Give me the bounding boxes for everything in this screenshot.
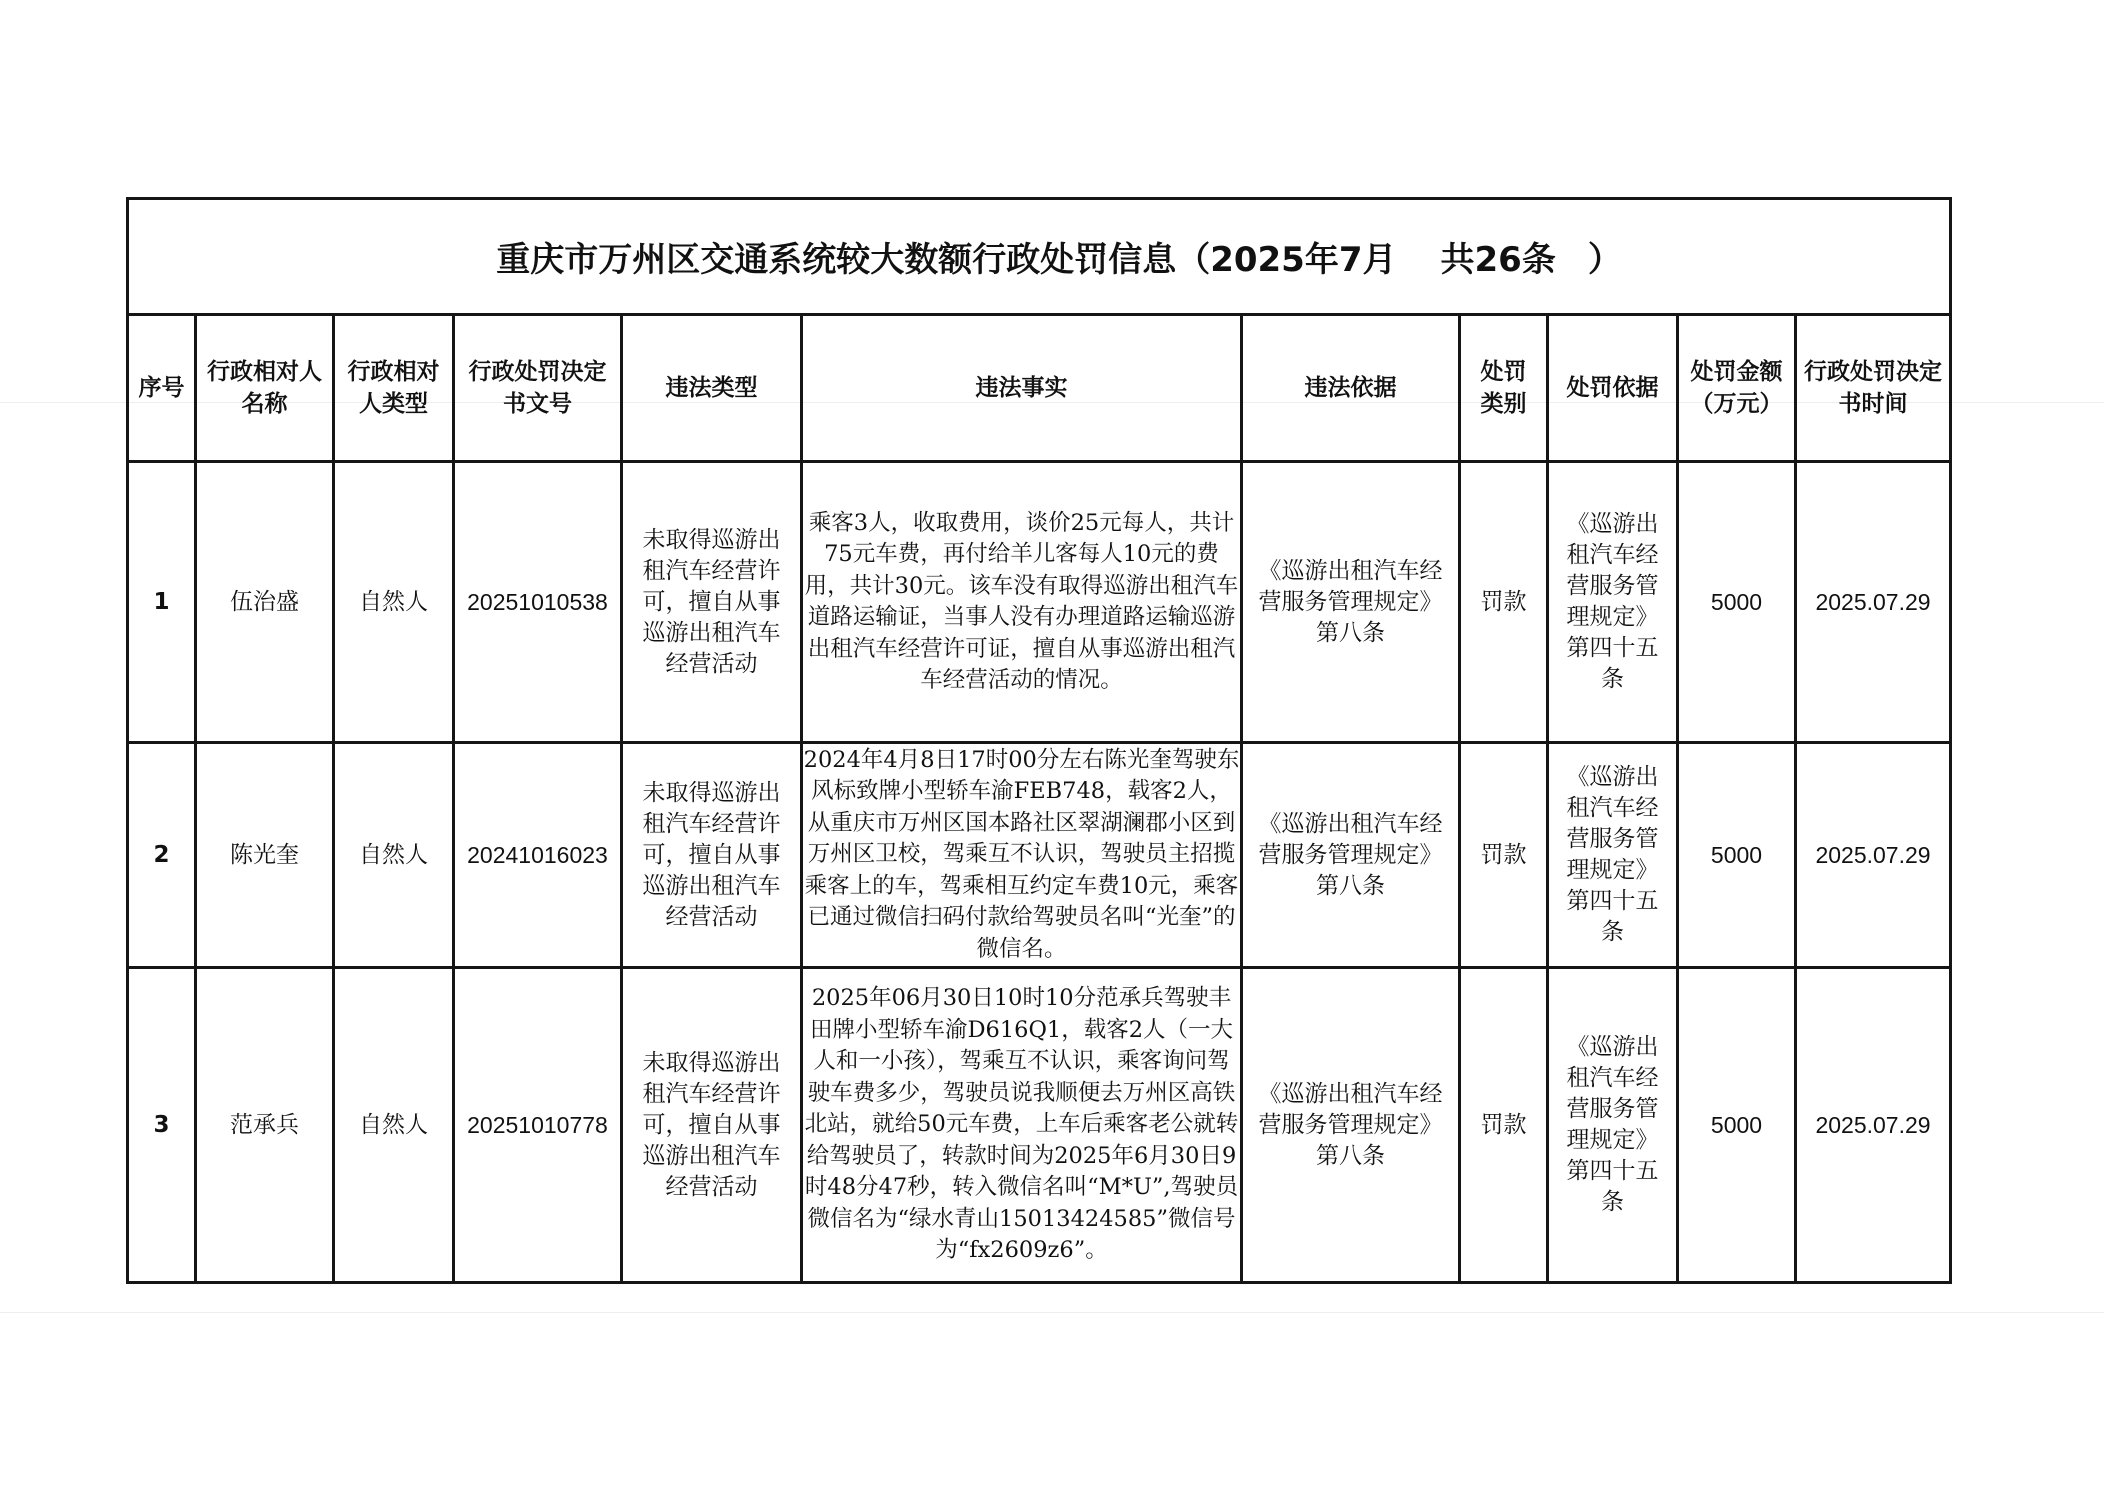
penalty-info-document [126,197,1949,1293]
cell-party-name: 伍治盛 [196,462,334,743]
cell-violation-type [622,968,802,1283]
cell-penalty-basis [1548,743,1678,968]
cell-violation-basis [1242,968,1460,1283]
cell-violation-type [622,462,802,743]
cell-violation-type-text: 未取得巡游出租汽车经营许可，擅自从事巡游出租汽车经营活动 [642,1049,781,1200]
cell-penalty-basis-text: 《巡游出租汽车经营服务管理规定》第四十五条 [1566,764,1659,945]
penalty-info-table [126,197,1952,1284]
header-decision-date [1796,315,1951,462]
cell-doc-no: 20251010778 [454,968,622,1283]
cell-violation-basis [1242,743,1460,968]
cell-party-type: 自然人 [334,968,454,1283]
table-row [128,968,1951,1283]
cell-amount: 5000 [1678,462,1796,743]
cell-penalty-category: 罚款 [1460,968,1548,1283]
cell-party-type: 自然人 [334,462,454,743]
cell-facts: 乘客3人，收取费用，谈价25元每人，共计75元车费，再付给羊儿客每人10元的费用，共计30元。该车没有取得巡游出租汽车道路运输证，当事人没有办理道路运输巡游出租汽车经营许可证，擅自从事巡游出租汽车经营活动的情况。 [802,462,1242,743]
header-violation-basis: 违法依据 [1242,315,1460,462]
table-row [128,462,1951,743]
header-doc-no [454,315,622,462]
cell-violation-basis [1242,462,1460,743]
header-facts: 违法事实 [802,315,1242,462]
cell-penalty-category: 罚款 [1460,462,1548,743]
cell-doc-no: 20241016023 [454,743,622,968]
cell-facts: 2024年4月8日17时00分左右陈光奎驾驶东风标致牌小型轿车渝FEB748，载客2人，从重庆市万州区国本路社区翠湖澜郡小区到万州区卫校，驾乘互不认识，驾驶员主招揽乘客上的车，驾乘相互约定车费10元，乘客已通过微信扫码付款给驾驶员名叫“光奎”的微信名。 [802,743,1242,968]
header-party-name [196,315,334,462]
cell-seq: 1 [128,462,196,743]
header-doc-no-text: 行政处罚决定书文号 [468,359,607,417]
cell-penalty-basis [1548,462,1678,743]
cell-seq: 2 [128,743,196,968]
cell-seq: 3 [128,968,196,1283]
cell-penalty-basis [1548,968,1678,1283]
header-seq: 序号 [128,315,196,462]
cell-violation-type [622,743,802,968]
cell-decision-date: 2025.07.29 [1796,968,1951,1283]
title-count: 共26条 [1440,240,1556,280]
header-party-type [334,315,454,462]
title-close-paren: ） [1587,240,1622,280]
cell-penalty-category: 罚款 [1460,743,1548,968]
header-penalty-category-text: 处罚类别 [1480,359,1527,417]
cell-facts: 2025年06月30日10时10分范承兵驾驶丰田牌小型轿车渝D616Q1，载客2人（一大人和一小孩），驾乘互不认识，乘客询问驾驶车费多少，驾驶员说我顺便去万州区高铁北站，就给50元车费，上车后乘客老公就转给驾驶员了，转款时间为2025年6月30日9时48分47秒，转入微信名叫“M*U”,驾驶员微信名为“绿水青山15013424585”微信号为“fx2609z6”。 [802,968,1242,1283]
header-amount-text: 处罚金额（万元） [1690,359,1783,417]
cell-violation-type-text: 未取得巡游出租汽车经营许可，擅自从事巡游出租汽车经营活动 [642,526,781,677]
table-row [128,743,1951,968]
header-row [128,315,1951,462]
cell-amount: 5000 [1678,743,1796,968]
cell-decision-date: 2025.07.29 [1796,462,1951,743]
scan-artifact-line [0,1312,2104,1313]
header-decision-date-text: 行政处罚决定书时间 [1804,359,1943,417]
cell-doc-no: 20251010538 [454,462,622,743]
cell-party-type: 自然人 [334,743,454,968]
header-penalty-category [1460,315,1548,462]
cell-violation-type-text: 未取得巡游出租汽车经营许可，擅自从事巡游出租汽车经营活动 [642,779,781,930]
header-party-type-text: 行政相对人类型 [347,359,440,417]
cell-violation-basis-text: 《巡游出租汽车经营服务管理规定》第八条 [1258,810,1443,899]
cell-party-name: 陈光奎 [196,743,334,968]
title-text: 重庆市万州区交通系统较大数额行政处罚信息（2025年7月 [496,240,1397,280]
header-violation-type: 违法类型 [622,315,802,462]
header-penalty-basis: 处罚依据 [1548,315,1678,462]
cell-decision-date: 2025.07.29 [1796,743,1951,968]
cell-penalty-basis-text: 《巡游出租汽车经营服务管理规定》第四十五条 [1566,511,1659,692]
page-title [128,199,1951,315]
cell-penalty-basis-text: 《巡游出租汽车经营服务管理规定》第四十五条 [1566,1034,1659,1215]
cell-amount: 5000 [1678,968,1796,1283]
cell-party-name: 范承兵 [196,968,334,1283]
header-party-name-text: 行政相对人名称 [207,359,322,417]
cell-violation-basis-text: 《巡游出租汽车经营服务管理规定》第八条 [1258,1080,1443,1169]
cell-violation-basis-text: 《巡游出租汽车经营服务管理规定》第八条 [1258,557,1443,646]
header-amount [1678,315,1796,462]
